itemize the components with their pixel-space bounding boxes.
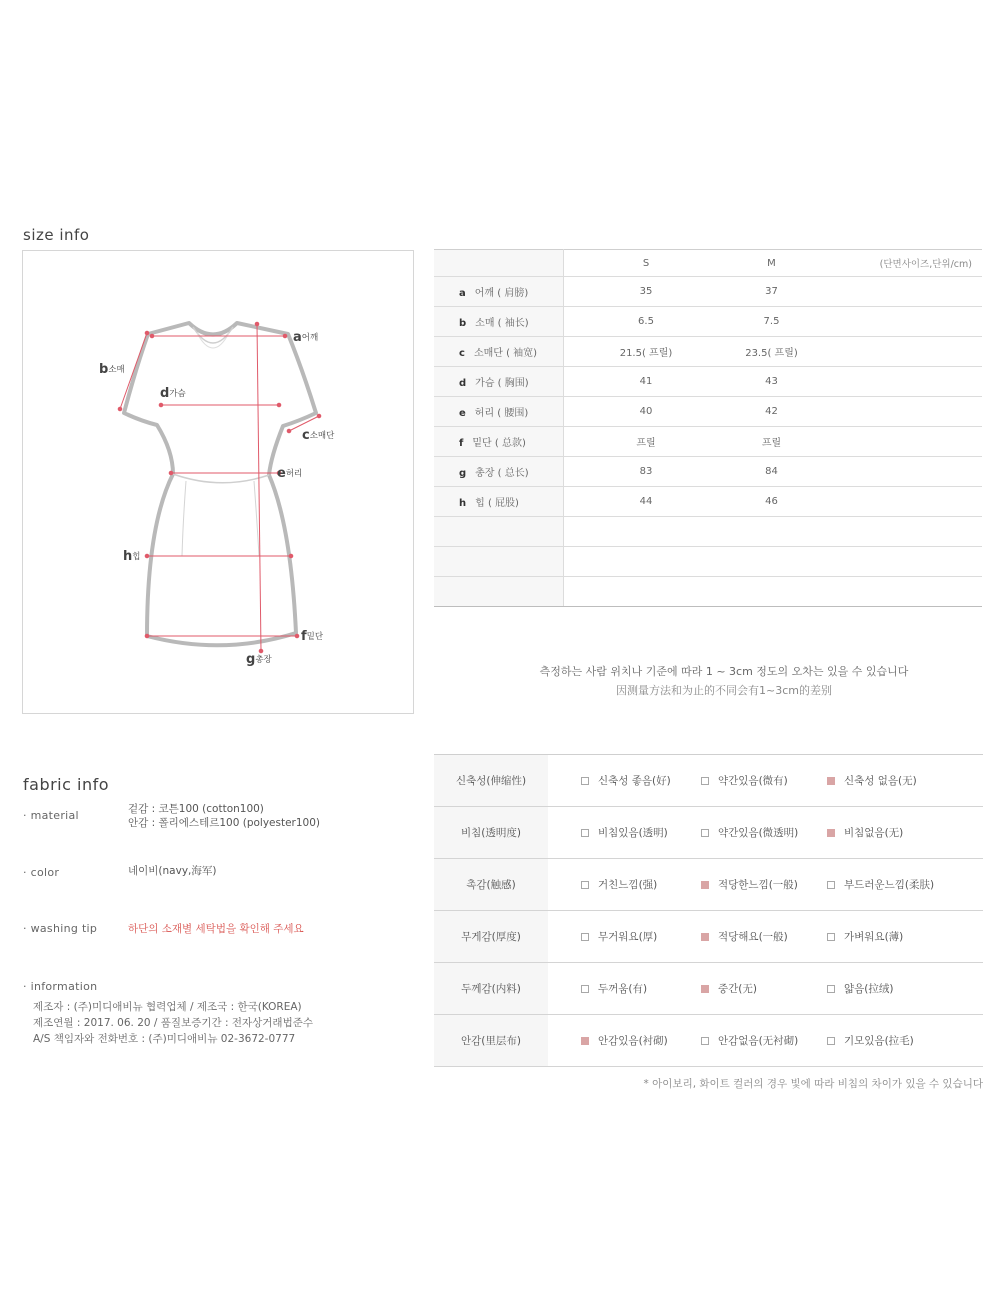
property-row-weight: 무게감(厚度) 무거워요(厚) 적당해요(一般) 가벼워요(薄) bbox=[434, 911, 983, 963]
checkbox bbox=[581, 881, 589, 889]
label-h: h힙 bbox=[123, 549, 141, 564]
table-row: g 총장 ( 总长) 83 84 bbox=[434, 457, 982, 487]
label-b: b소매 bbox=[99, 362, 125, 377]
property-row-stretch: 신축성(伸缩性) 신축성 좋음(好) 약간있음(微有) 신축성 없음(无) bbox=[434, 755, 983, 807]
checkbox bbox=[827, 881, 835, 889]
fabric-info-title: fabric info bbox=[23, 775, 110, 794]
label-e: e허리 bbox=[277, 466, 303, 481]
label-d: d가슴 bbox=[160, 386, 186, 401]
size-header-s: S bbox=[563, 250, 729, 277]
dress-outline-illustration bbox=[23, 251, 415, 715]
material-value: 겉감 : 코튼100 (cotton100) 안감 : 폴리에스테르100 (polyester100) bbox=[128, 803, 321, 829]
checkbox bbox=[581, 933, 589, 941]
property-row-thickness: 두께감(内料) 두꺼움(有) 중간(无) 얇음(拉绒) bbox=[434, 963, 983, 1015]
table-row-empty bbox=[434, 517, 982, 547]
material-label: · material bbox=[23, 809, 79, 822]
sheer-footnote: * 아이보리, 화이트 컬러의 경우 빛에 따라 비침의 차이가 있을 수 있습니다 bbox=[643, 1078, 983, 1090]
table-row: b 소매 ( 袖长) 6.5 7.5 bbox=[434, 307, 982, 337]
color-value: 네이비(navy,海军) bbox=[128, 865, 217, 877]
fabric-property-table bbox=[434, 754, 983, 1067]
label-a: a어깨 bbox=[293, 330, 319, 345]
checkbox bbox=[827, 985, 835, 993]
property-row-sheer: 비침(透明度) 비침있음(透明) 약간있음(微透明) 비침없음(无) bbox=[434, 807, 983, 859]
label-g: g총장 bbox=[246, 652, 272, 667]
table-row: f 밑단 ( 总款) 프릴 프릴 bbox=[434, 427, 982, 457]
dress-diagram bbox=[22, 250, 414, 714]
checkbox-checked bbox=[701, 985, 709, 993]
size-table bbox=[434, 249, 982, 607]
measure-length bbox=[257, 324, 261, 651]
table-row: d 가슴 ( 胸围) 41 43 bbox=[434, 367, 982, 397]
checkbox bbox=[581, 829, 589, 837]
property-row-texture: 촉감(触感) 거친느낌(强) 적당한느낌(一般) 부드러운느낌(柔肤) bbox=[434, 859, 983, 911]
checkbox bbox=[581, 777, 589, 785]
washing-tip-label: · washing tip bbox=[23, 922, 98, 935]
checkbox bbox=[827, 1037, 835, 1045]
size-table-header bbox=[434, 250, 982, 277]
size-info-title: size info bbox=[23, 226, 90, 244]
measurement-note-ko: 측정하는 사람 위치나 기준에 따라 1 ~ 3cm 정도의 오차는 있을 수 있습니다 bbox=[539, 665, 909, 678]
size-header-m: M bbox=[729, 250, 815, 277]
measurement-note-cn: 因测量方法和为止的不同会有1~3cm的差别 bbox=[616, 684, 832, 697]
checkbox bbox=[827, 933, 835, 941]
checkbox-checked bbox=[581, 1037, 589, 1045]
checkbox bbox=[581, 985, 589, 993]
checkbox-checked bbox=[701, 881, 709, 889]
information-label: · information bbox=[23, 980, 98, 993]
table-row: h 힙 ( 屁股) 44 46 bbox=[434, 487, 982, 517]
washing-tip-value: 하단의 소재별 세탁법을 확인해 주세요 bbox=[128, 923, 304, 935]
label-f: f밑단 bbox=[301, 629, 324, 644]
label-c: c소매단 bbox=[302, 428, 335, 443]
checkbox bbox=[701, 829, 709, 837]
table-row: e 허리 ( 腰围) 40 42 bbox=[434, 397, 982, 427]
color-label: · color bbox=[23, 866, 60, 879]
checkbox-checked bbox=[701, 933, 709, 941]
checkbox bbox=[701, 777, 709, 785]
property-row-lining: 안감(里层布) 안감있음(衬砌) 안감없음(无衬砌) 기모있음(拉毛) bbox=[434, 1015, 983, 1067]
information-block: 제조자 : (주)미디애비뉴 협력업체 / 제조국 : 한국(KOREA) 제조연월 : 2017. 06. 20 / 품질보증기간 : 전자상거래법준수 A/S 책임자와 전화번호 : (주)미디애비뉴 02-3672-0777 bbox=[33, 1001, 314, 1045]
unit-note: (단면사이즈,단위/cm) bbox=[815, 250, 983, 277]
table-row-empty bbox=[434, 577, 982, 607]
checkbox bbox=[701, 1037, 709, 1045]
table-row: a 어깨 ( 肩膀) 35 37 bbox=[434, 277, 982, 307]
table-row-empty bbox=[434, 547, 982, 577]
checkbox-checked bbox=[827, 829, 835, 837]
table-row: c 소매단 ( 袖宽) 21.5( 프릴) 23.5( 프릴) bbox=[434, 337, 982, 367]
checkbox-checked bbox=[827, 777, 835, 785]
